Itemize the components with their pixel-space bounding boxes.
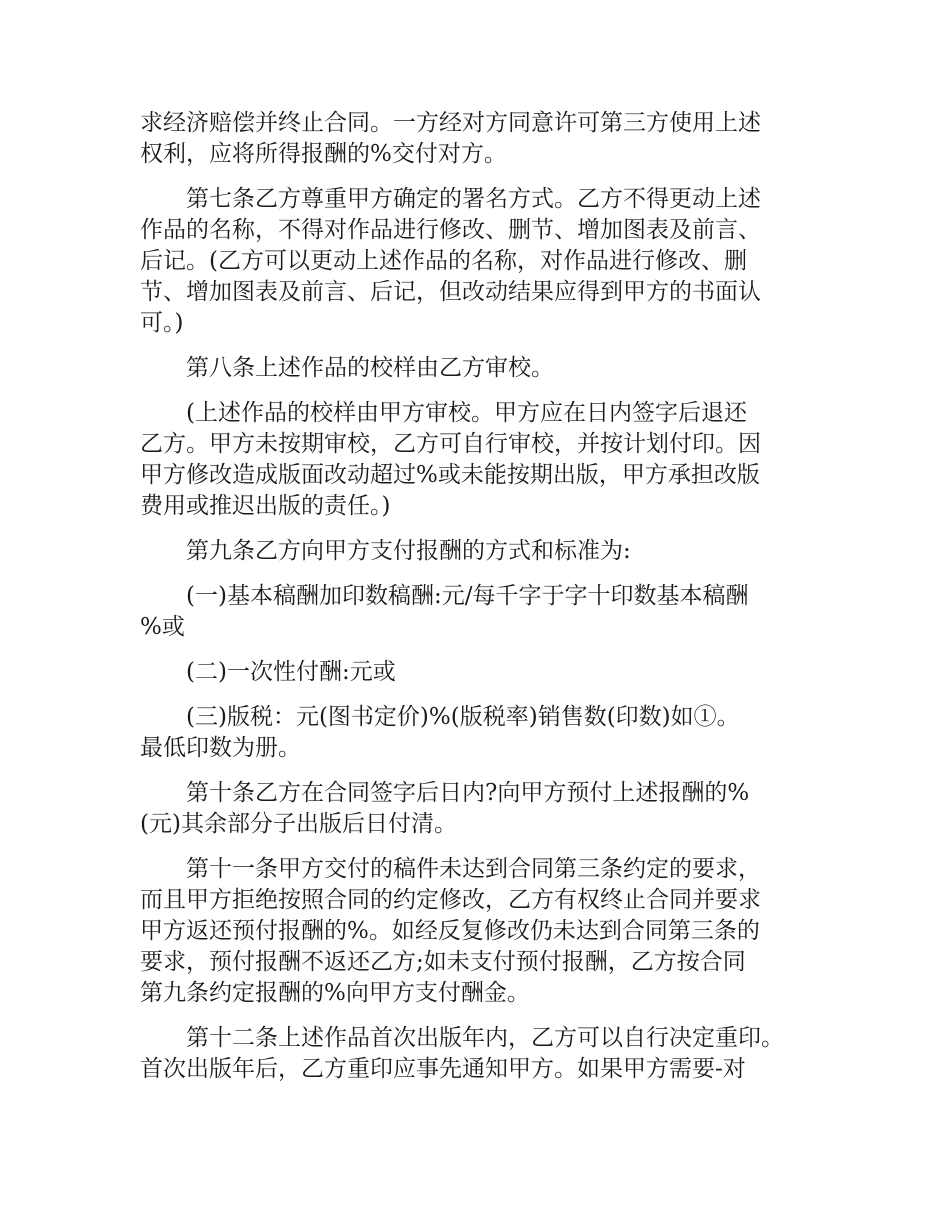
paragraph-8: (三)版税：元(图书定价)%(版税率)销售数(印数)如①。 最低印数为册。: [140, 704, 740, 761]
document-page: [140, 108, 830, 1099]
paragraph-3: 第八条上述作品的校样由乙方审校。: [186, 355, 554, 381]
paragraph-4: (上述作品的校样由甲方审校。甲方应在日内签字后退还 乙方。甲方未按期审校，乙方可自行审校，并按计划付印。因 甲方修改造成版面改动超过%或未能按期出版，甲方承担改版 费用或推迟出版的责任。): [140, 400, 761, 519]
paragraph-5: 第九条乙方向甲方支付报酬的方式和标准为:: [186, 538, 631, 564]
paragraph-2: 第七条乙方尊重甲方确定的署名方式。乙方不得更动上述 作品的名称，不得对作品进行修改、删节、增加图表及前言、 后记。(乙方可以更动上述作品的名称，对作品进行修改、删 节、增加图表及前言、后记，但改动结果应得到甲方的书面认 可。): [140, 186, 761, 336]
paragraph-6: (一)基本稿酬加印数稿酬:元/每千字于字十印数基本稿酬 %或: [140, 583, 749, 640]
paragraph-9: 第十条乙方在合同签字后日内?向甲方预付上述报酬的% (元)其余部分子出版后日付清。: [140, 780, 750, 837]
paragraph-1: 求经济赔偿并终止合同。一方经对方同意许可第三方使用上述 权利，应将所得报酬的%交付对方。: [140, 110, 761, 167]
paragraph-7: (二)一次性付酬:元或: [186, 659, 396, 685]
paragraph-10: 第十一条甲方交付的稿件未达到合同第三条约定的要求， 而且甲方拒绝按照合同的约定修改，乙方有权终止合同并要求 甲方返还预付报酬的%。如经反复修改仍未达到合同第三条的 要求，预付报酬不返还乙方;如未支付预付报酬，乙方按合同 第九条约定报酬的%向甲方支付酬金。: [140, 856, 761, 1006]
paragraph-11: 第十二条上述作品首次出版年内，乙方可以自行决定重印。 首次出版年后，乙方重印应事先通知甲方。如果甲方需要-对: [140, 1025, 784, 1082]
